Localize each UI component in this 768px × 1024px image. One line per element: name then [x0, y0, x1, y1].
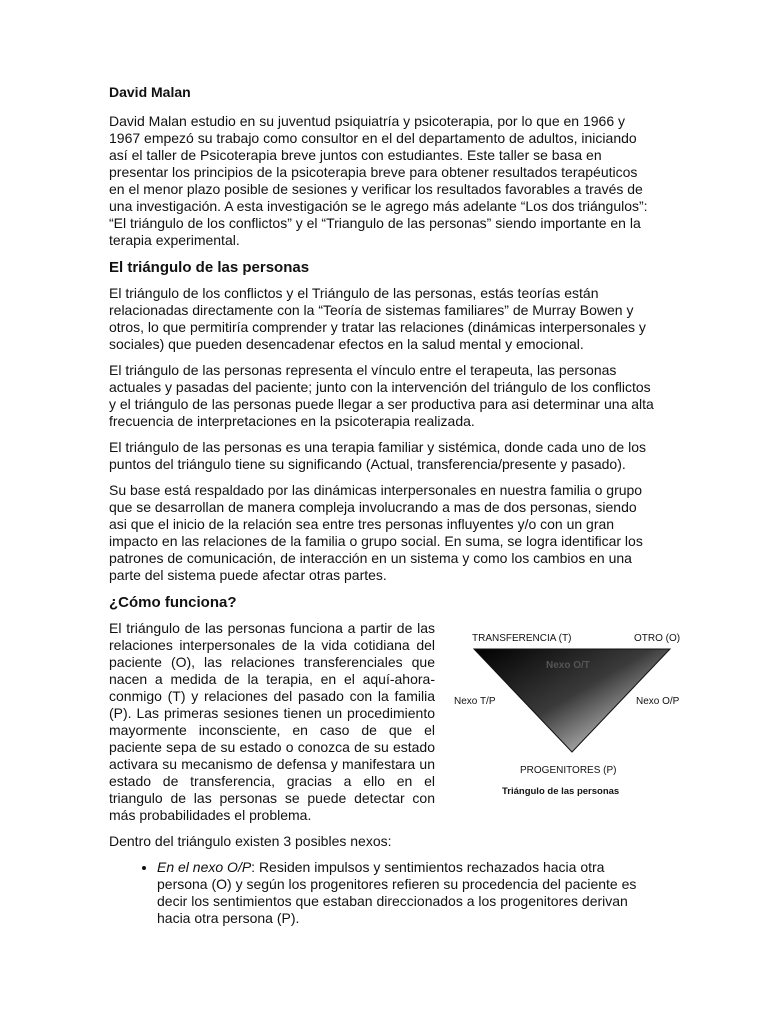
- triangle-figure: [450, 628, 698, 800]
- label-nexo-tp: Nexo T/P: [454, 696, 496, 707]
- document-body: [109, 84, 654, 927]
- nexos-intro: Dentro del triángulo existen 3 posibles nexos:: [109, 833, 392, 849]
- document-title: David Malan: [109, 84, 191, 100]
- nexos-list: [109, 859, 654, 927]
- nexo-text: : Residen impulsos y sentimientos rechazados hacia otra persona (O) y según los progenitores refieren su procedencia del paciente es decir los sentimientos que estaban direccionados a los progenitores derivan hacia otra persona (P).: [157, 859, 637, 926]
- nexo-label: En el nexo O/P: [157, 859, 252, 875]
- label-progenitores: PROGENITORES (P): [520, 765, 617, 776]
- section1-paragraph: El triángulo de los conflictos y el Triángulo de las personas, estás teorías están relacionadas directamente con la “Teoría de sistemas familiares” de Murray Bowen y otros, lo que permitiría comprender y tratar las relaciones (dinámicas interpersonales y sociales) que pueden desencadenar efectos en la salud mental y emocional.: [109, 285, 646, 352]
- section-heading-triangulo: El triángulo de las personas: [109, 259, 310, 276]
- label-otro: OTRO (O): [634, 633, 681, 644]
- intro-paragraph: David Malan estudio en su juventud psiquiatría y psicoterapia, por lo que en 1966 y 1967 empezó su trabajo como consultor en el del departamento de adultos, iniciando así el taller de Psicoterapia breve juntos con estudiantes. Este taller se basa en presentar los principios de la psicoterapia breve para obtener resultados terapéuticos en el menor plazo posible de sesiones y verificar los resultados favorables a través de una investigación. A esta investigación se le agrego más adelante “Los dos triángulos”: “El triángulo de los conflictos” y el “Triangulo de las personas” siendo importante en la terapia experimental.: [109, 113, 648, 248]
- section1-paragraph: El triángulo de las personas representa el vínculo entre el terapeuta, las personas actuales y pasadas del paciente; junto con la intervención del triángulo de los conflictos y el triángulo de las personas puede llegar a ser productiva para asi determinar una alta frecuencia de interpretaciones en la psicoterapia realizada.: [109, 362, 654, 429]
- list-item: [157, 859, 654, 927]
- section1-paragraph: El triángulo de las personas es una terapia familiar y sistémica, donde cada uno de los puntos del triángulo tiene su significando (Actual, transferencia/presente y pasado).: [109, 439, 646, 472]
- triangle-diagram: [450, 628, 698, 800]
- figure-caption: Triángulo de las personas: [502, 786, 620, 797]
- label-nexo-op: Nexo O/P: [636, 696, 680, 707]
- section-heading-como-funciona: ¿Cómo funciona?: [109, 594, 237, 611]
- label-nexo-ot: Nexo O/T: [546, 660, 590, 671]
- como-funciona-paragraph: El triángulo de las personas funciona a partir de las relaciones interpersonales de la vida cotidiana del paciente (O), las relaciones transferenciales que nacen a medida de la terapia, en el aquí-ahora-conmigo (T) y relaciones del pasado con la familia (P). Las primeras sesiones tienen un procedimiento mayormente inconsciente, en caso de que el paciente sepa de su estado o conozca de su estado activara su mecanismo de defensa y manifestara un estado de transferencia, gracias a ello en el triangulo de las personas se puede detectar con más probabilidades el problema.: [109, 620, 435, 823]
- section1-paragraph: Su base está respaldado por las dinámicas interpersonales en nuestra familia o grupo que se desarrollan de manera compleja involucrando a mas de dos personas, siendo asi que el inicio de la relación sea entre tres personas influyentes y/o con un gran impacto en las relaciones de la familia o grupo social. En suma, se logra identificar los patrones de comunicación, de interacción en un sistema y como los cambios en una parte del sistema puede afectar otras partes.: [109, 482, 643, 583]
- label-transferencia: TRANSFERENCIA (T): [472, 633, 572, 644]
